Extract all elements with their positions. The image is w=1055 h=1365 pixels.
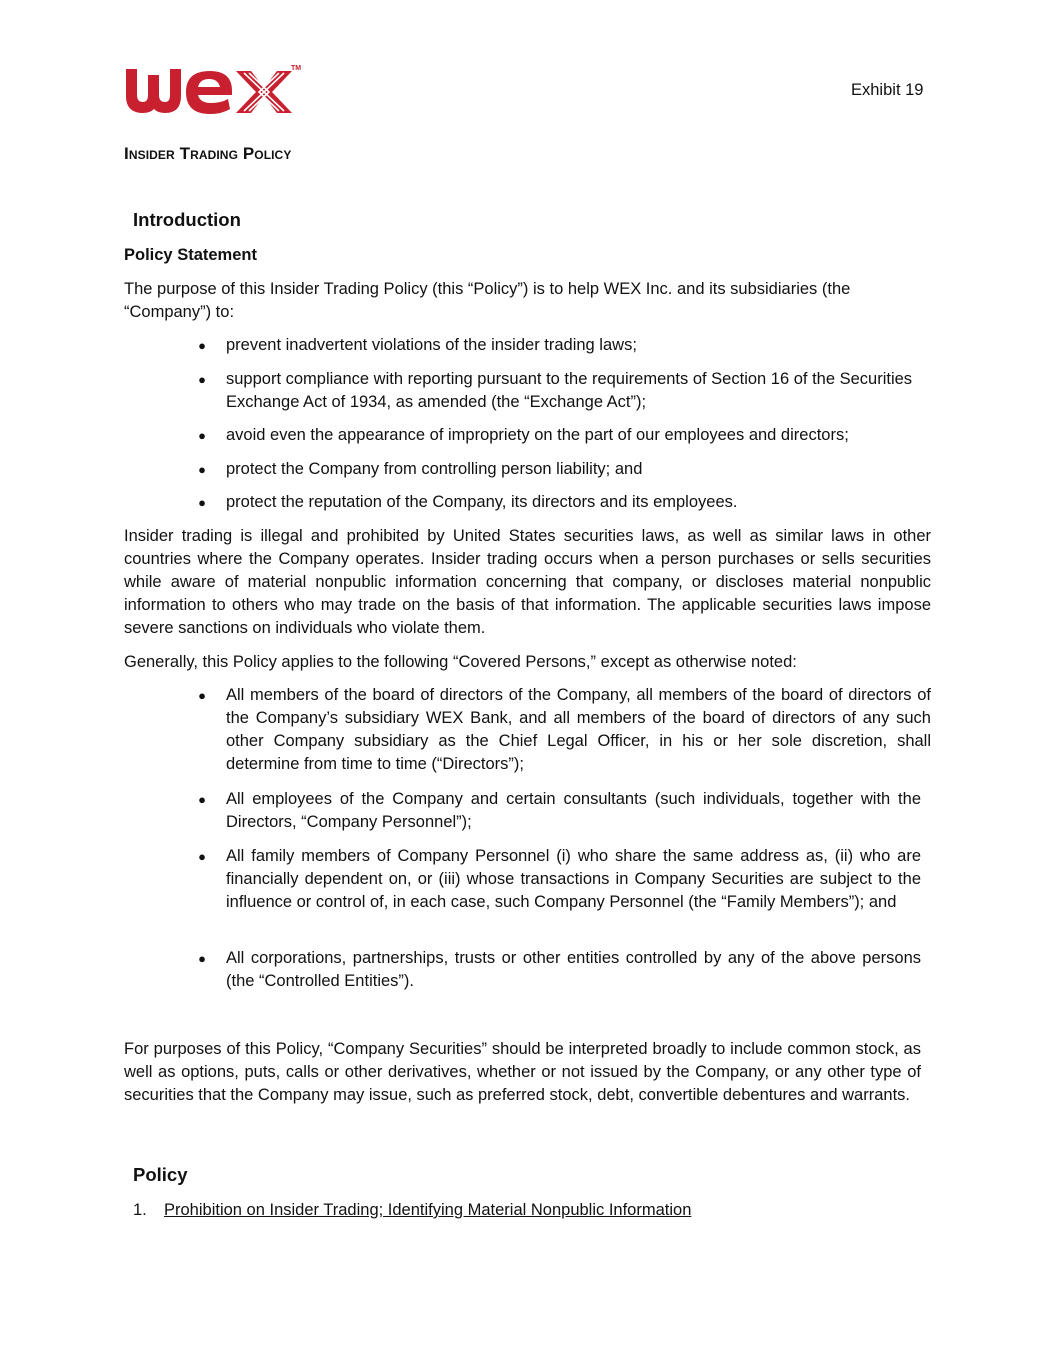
wex-logo [124,61,304,115]
list-item [198,684,931,776]
section-heading-introduction: Introduction [133,209,241,230]
list-item [198,788,921,834]
bullet-icon: ● [198,495,206,510]
list-item-text: All family members of Company Personnel (i) who share the same address as, (ii) who are financially dependent on, or (iii) whose transactions in Company Securities are subject to the influence or control of, in each case, such Company Personnel (the “Family Members”); and [226,847,921,911]
list-item [198,491,921,514]
bullet-icon: ● [198,951,206,966]
subheading-policy-statement: Policy Statement [124,246,257,264]
list-item [198,424,931,447]
company-securities-paragraph: For purposes of this Policy, “Company Securities” should be interpreted broadly to include common stock, as well as options, puts, calls or other derivatives, whether or not issued by the Company, or any other type of securities that the Company may issue, such as preferred stock, debt, convertible debentures and warrants. [124,1040,921,1104]
document-title: Insider Trading Policy [124,144,292,163]
bullet-icon: ● [198,688,206,703]
covered-persons-intro: Generally, this Policy applies to the following “Covered Persons,” except as otherwise noted: [124,653,797,671]
purpose-paragraph: The purpose of this Insider Trading Policy (this “Policy”) is to help WEX Inc. and its subsidiaries (the “Company”) to: [124,280,851,321]
insider-trading-paragraph: Insider trading is illegal and prohibited by United States securities laws, as well as similar laws in other countries where the Company operates. Insider trading occurs when a person purchases or sells securities while aware of material nonpublic information concerning that company, or discloses material nonpublic information to others who may trade on the basis of that information. The applicable securities laws impose severe sanctions on individuals who violate them. [124,527,931,637]
section-heading-policy: Policy [133,1164,188,1185]
list-item-text: All corporations, partnerships, trusts or other entities controlled by any of the above persons (the “Controlled Entities”). [226,949,921,990]
svg-text:TM: TM [291,65,302,72]
list-item [198,947,921,993]
bullet-icon: ● [198,462,206,477]
bullet-icon: ● [198,428,206,443]
list-item-text: support compliance with reporting pursuant to the requirements of Section 16 of the Securities Exchange Act of 1934, as amended (the “Exchange Act”); [226,370,913,411]
list-item [198,334,921,357]
list-item [198,458,921,481]
bullet-icon: ● [198,372,206,387]
bullet-icon: ● [198,338,206,353]
list-item-text: protect the Company from controlling person liability; and [226,460,643,478]
policy-item-number: 1. [133,1201,147,1219]
policy-item-title-link[interactable]: Prohibition on Insider Trading; Identifying Material Nonpublic Information [164,1201,692,1219]
exhibit-label: Exhibit 19 [851,81,924,99]
list-item-text: avoid even the appearance of impropriety on the part of our employees and directors; [226,426,849,444]
bullet-icon: ● [198,792,206,807]
list-item-text: prevent inadvertent violations of the insider trading laws; [226,336,637,354]
list-item-text: All employees of the Company and certain consultants (such individuals, together with the Directors, “Company Personnel”); [226,790,921,831]
bullet-icon: ● [198,849,206,864]
list-item [198,845,921,914]
list-item-text: All members of the board of directors of the Company, all members of the board of directors of the Company’s subsidiary WEX Bank, and all members of the board of directors of any such other Company subsidiary as the Chief Legal Officer, in his or her sole discretion, shall determine from time to time (“Directors”); [226,686,931,773]
list-item-text: protect the reputation of the Company, its directors and its employees. [226,493,738,511]
list-item [198,368,931,414]
